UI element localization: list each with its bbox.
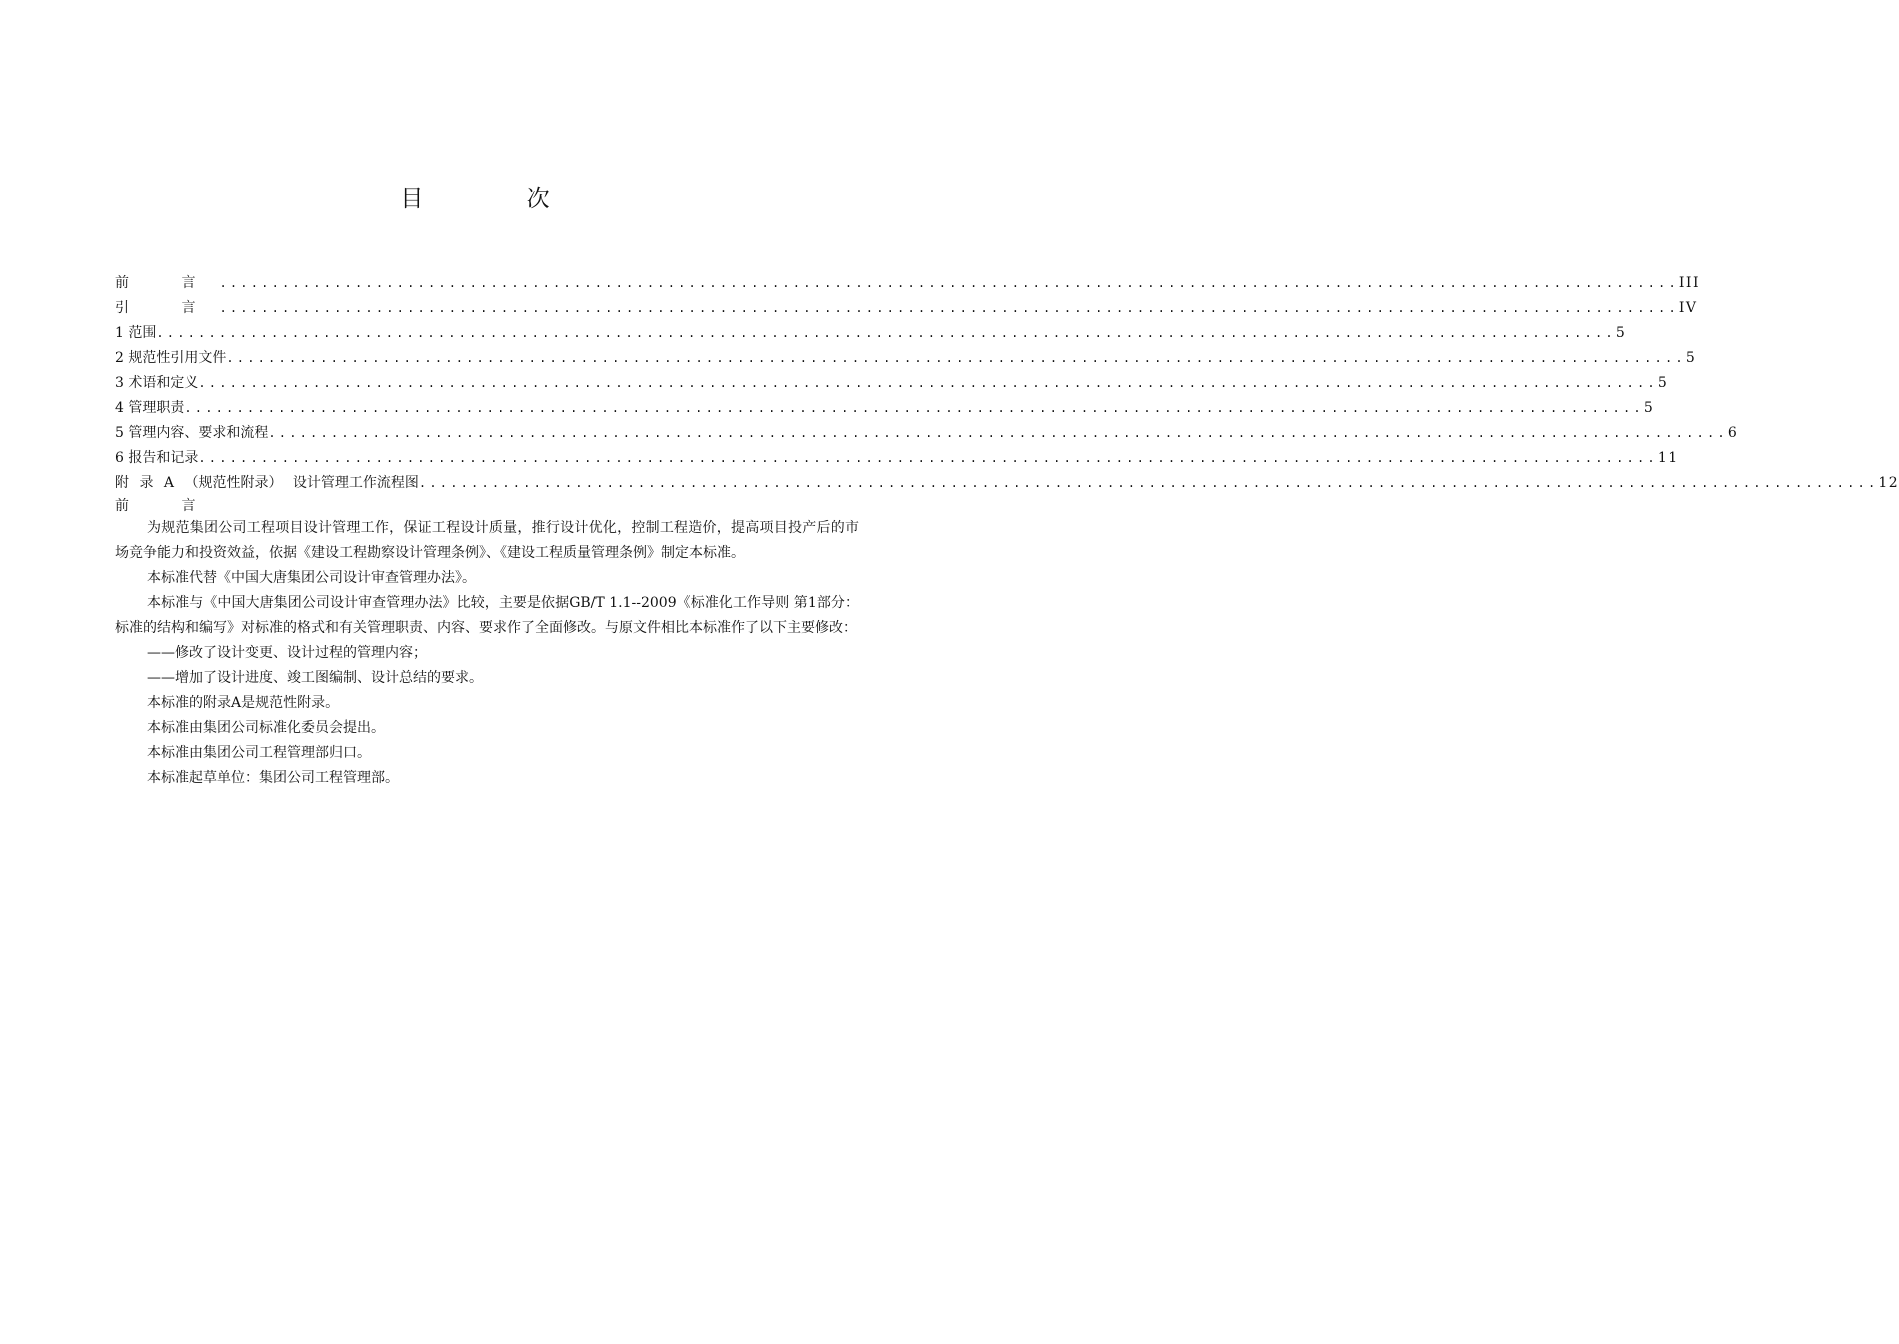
table-of-contents [115, 271, 1899, 496]
toc-page-number: 12 [1878, 475, 1899, 491]
foreword-heading: 前 言 [115, 498, 220, 514]
page-title: 目 次 [400, 186, 598, 212]
toc-entry-responsibilities[interactable] [115, 396, 1655, 421]
paragraph: ——修改了设计变更、设计过程的管理内容； [147, 645, 427, 661]
toc-entry-label: 6 报告和记录 [115, 450, 199, 466]
toc-leader-dots: ............................................................................................................................................ [418, 476, 1879, 490]
paragraph: 本标准代替《中国大唐集团公司设计审查管理办法》。 [147, 570, 476, 586]
toc-page-number: 5 [1657, 375, 1669, 391]
toc-page-number: 5 [1685, 350, 1697, 366]
toc-entry-label: 1 范围 [115, 325, 157, 341]
toc-leader-dots: ............................................................................................................................................ [198, 376, 1658, 390]
toc-entry-label: 引 言 [115, 300, 220, 316]
paragraph: 本标准起草单位：集团公司工程管理部。 [147, 770, 399, 786]
toc-leader-dots: ............................................................................................................................................ [268, 426, 1728, 440]
toc-entry-label: 5 管理内容、要求和流程 [115, 425, 269, 441]
toc-page-number: 11 [1657, 450, 1679, 466]
toc-leader-dots: ............................................................................................................................................ [156, 326, 1616, 340]
toc-leader-dots: ............................................................................................................................................ [219, 301, 1679, 315]
paragraph: ——增加了设计进度、竣工图编制、设计总结的要求。 [147, 670, 483, 686]
toc-entry-reports-records[interactable] [115, 446, 1679, 471]
paragraph: 本标准由集团公司标准化委员会提出。 [147, 720, 385, 736]
toc-entry-scope[interactable] [115, 321, 1627, 346]
toc-page-number: 5 [1643, 400, 1655, 416]
toc-leader-dots: ............................................................................................................................................ [198, 451, 1658, 465]
toc-entry-label: 4 管理职责 [115, 400, 185, 416]
toc-entry-terms[interactable] [115, 371, 1669, 396]
toc-entry-label: 前 言 [115, 275, 220, 291]
toc-page-number: 5 [1615, 325, 1627, 341]
paragraph: 本标准与《中国大唐集团公司设计审查管理办法》比较，主要是依据GB/T 1.1--2009《标准化工作导则 第1部分：标准的结构和编写》对标准的格式和有关管理职责、内容、要求作了全面修改。与原文件相比本标准作了以下主要修改： [115, 595, 859, 636]
toc-entry-appendix-a[interactable] [115, 471, 1899, 496]
toc-page-number: IV [1678, 300, 1698, 316]
toc-page-number: 6 [1727, 425, 1739, 441]
toc-leader-dots: ............................................................................................................................................ [184, 401, 1644, 415]
toc-leader-dots: ............................................................................................................................................ [219, 276, 1679, 290]
toc-entry-normative-references[interactable] [115, 346, 1697, 371]
toc-leader-dots: ............................................................................................................................................ [226, 351, 1686, 365]
toc-entry-introduction[interactable] [115, 296, 1698, 321]
toc-page-number: III [1678, 275, 1700, 291]
toc-entry-label: 2 规范性引用文件 [115, 350, 227, 366]
toc-entry-label: 附 录 A （规范性附录） 设计管理工作流程图 [115, 475, 419, 491]
paragraph: 为规范集团公司工程项目设计管理工作，保证工程设计质量，推行设计优化，控制工程造价，提高项目投产后的市场竞争能力和投资效益，依据《建设工程勘察设计管理条例》、《建设工程质量管理条例》制定本标准。 [115, 520, 859, 561]
foreword-body [115, 516, 859, 791]
toc-entry-content-requirements[interactable] [115, 421, 1739, 446]
paragraph: 本标准的附录A是规范性附录。 [147, 695, 340, 711]
paragraph: 本标准由集团公司工程管理部归口。 [147, 745, 371, 761]
toc-entry-label: 3 术语和定义 [115, 375, 199, 391]
toc-entry-foreword[interactable] [115, 271, 1700, 296]
